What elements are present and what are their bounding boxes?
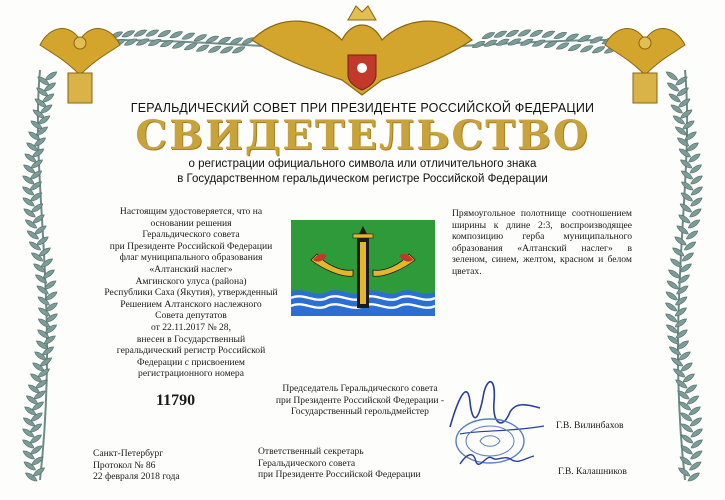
certification-statement <box>96 206 286 380</box>
laurel-leaf <box>677 213 691 225</box>
chairman-line: при Президенте Российской Федерации - <box>275 394 445 406</box>
laurel-leaf <box>675 284 689 296</box>
laurel-leaf <box>674 306 688 318</box>
laurel-leaf <box>219 45 234 55</box>
secretary-name: Г.В. Калашников <box>558 466 627 477</box>
laurel-leaf <box>684 383 698 395</box>
place-and-date <box>93 448 180 483</box>
laurel-leaf <box>687 218 701 230</box>
laurel-leaf <box>505 28 520 38</box>
laurel-leaf <box>686 394 700 406</box>
laurel-leaf <box>579 44 594 54</box>
laurel-leaf <box>145 28 160 38</box>
laurel-leaf <box>665 70 679 82</box>
laurel-leaf <box>195 43 210 53</box>
statement-line: регистрационного номера <box>138 368 244 380</box>
certificate-title: СВИДЕТЕЛЬСТВО <box>135 112 590 159</box>
statement-line: Федерации с присвоением <box>137 356 245 368</box>
chairman-title <box>260 383 460 418</box>
statement-line: при Президенте Российской Федерации <box>109 240 273 252</box>
laurel-leaf <box>207 44 222 54</box>
flag-description: Прямоугольное полотнище соотношением ширины к длине 2:3, воспроизводящее композицию герба муниципального образования «Алтанский наслег» в зеленом, синем, желтом, красном и белом цветах. <box>452 208 632 277</box>
laurel-leaf <box>181 31 196 41</box>
laurel-leaf <box>147 38 162 48</box>
laurel-leaf <box>665 290 679 302</box>
laurel-leaf <box>481 31 496 41</box>
certificate-subtitle <box>0 157 725 186</box>
secretary-signature <box>456 444 536 474</box>
statement-line: флаг муниципального образования <box>119 252 263 264</box>
laurel-leaf <box>123 37 138 47</box>
statement-line: Настоящим удостоверяется, что на <box>119 206 263 217</box>
protocol-number: Протокол № 86 <box>93 459 156 471</box>
subtitle-line: о регистрации официального символа или отличительного знака <box>188 158 537 170</box>
city: Санкт-Петербург <box>93 448 164 459</box>
council-heading: ГЕРАЛЬДИЧЕСКИЙ СОВЕТ ПРИ ПРЕЗИДЕНТЕ РОССИЙСКОЙ ФЕДЕРАЦИИ <box>130 101 595 115</box>
laurel-leaf <box>689 196 703 208</box>
laurel-leaf <box>682 372 696 384</box>
laurel-leaf <box>157 29 172 39</box>
laurel-leaf <box>666 279 680 291</box>
laurel-leaf <box>121 29 136 39</box>
statement-line: геральдический регистр Российской <box>116 345 266 357</box>
laurel-leaf <box>688 460 702 472</box>
laurel-leaf <box>493 29 508 39</box>
issue-date: 22 февраля 2018 года <box>93 471 180 483</box>
statement-line: Амгинского улуса (района) <box>135 275 247 287</box>
laurel-leaf <box>683 240 697 252</box>
laurel-leaf <box>688 405 702 417</box>
subtitle-line: в Государственном геральдическом регистре Российской Федерации <box>177 172 548 185</box>
statement-line: Республики Саха (Якутия), утвержденный <box>104 287 278 299</box>
laurel-leaf <box>675 328 689 340</box>
chairman-line: Председатель Геральдического совета <box>282 383 438 394</box>
laurel-leaf <box>674 317 688 329</box>
municipal-flag <box>291 220 435 316</box>
laurel-leaf <box>577 34 592 44</box>
statement-line: внесен в Государственный <box>136 333 246 345</box>
laurel-leaf <box>529 28 544 38</box>
statement-line: Геральдического совета <box>142 229 240 241</box>
laurel-leaf <box>169 30 184 40</box>
statement-line: «Алтанский наслег» <box>149 263 233 275</box>
laurel-leaf <box>690 427 704 439</box>
laurel-leaf <box>688 207 702 219</box>
laurel-leaf <box>674 295 688 307</box>
statement-line: Решением Алтанского наслежного <box>120 298 262 310</box>
laurel-leaf <box>685 229 699 241</box>
laurel-leaf <box>690 438 704 450</box>
eagle-top-left <box>40 29 120 103</box>
laurel-leaf <box>133 28 148 38</box>
central-eagle-emblem <box>252 6 472 95</box>
chairman-line: Государственный герольдмейстер <box>291 406 429 418</box>
laurel-leaf <box>689 449 703 461</box>
secretary-line: Геральдического совета <box>258 457 356 469</box>
laurel-leaf <box>159 39 174 49</box>
secretary-line: при Президенте Российской Федерации <box>258 469 421 481</box>
laurel-leaf <box>679 455 693 467</box>
statement-line: Совета депутатов <box>155 310 227 322</box>
laurel-leaf <box>517 28 532 38</box>
secretary-line: Ответственный секретарь <box>258 446 364 457</box>
laurel-leaf <box>135 37 150 47</box>
laurel-leaf <box>591 45 606 55</box>
laurel-leaf <box>681 251 695 263</box>
eagle-top-right <box>605 29 685 103</box>
laurel-leaf <box>680 361 694 373</box>
laurel-leaf <box>193 33 208 43</box>
statement-line: от 22.11.2017 № 28, <box>150 321 232 333</box>
statement-line: основании решения <box>150 217 232 229</box>
chairman-name: Г.В. Вилинбахов <box>556 420 624 431</box>
laurel-leaf <box>495 37 510 47</box>
secretary-title <box>258 446 421 481</box>
laurel-leaf <box>553 31 568 41</box>
laurel-leaf <box>690 185 704 197</box>
laurel-leaf <box>541 29 556 39</box>
laurel-leaf <box>678 350 692 362</box>
laurel-leaf <box>687 471 701 483</box>
laurel-leaf <box>671 246 685 258</box>
laurel-leaf <box>679 202 693 214</box>
registration-number: 11790 <box>156 392 196 409</box>
laurel-leaf <box>231 45 246 55</box>
laurel-leaf <box>689 416 703 428</box>
laurel-leaf <box>567 43 582 53</box>
laurel-leaf <box>555 41 570 51</box>
